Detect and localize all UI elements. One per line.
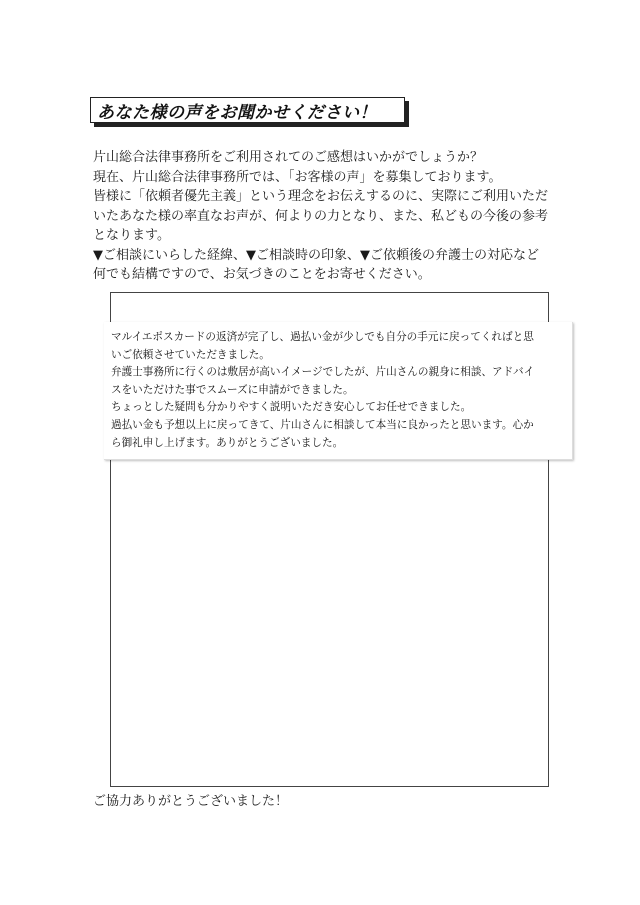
response-line: マルイエポスカードの返済が完了し、過払い金が少しでも自分の手元に戻ってくればと思 — [111, 331, 534, 343]
intro-line: いたあなた様の率直なお声が、何よりの力となり、また、私どもの今後の参考 — [93, 208, 549, 224]
response-line: ちょっとした疑問も分かりやすく説明いただき安心してお任せできました。 — [111, 401, 472, 414]
intro-line: 現在、片山総合法律事務所では、「お客様の声」を募集しております。 — [93, 169, 502, 185]
intro-line: 片山総合法律事務所をご利用されてのご感想はいかがでしょうか？ — [93, 150, 484, 165]
response-line: スをいただけた事でスムーズに申請ができました。 — [111, 383, 354, 396]
title-box — [90, 97, 405, 123]
intro-line: 何でも結構ですので、お気づきのことをお寄せください。 — [93, 267, 431, 282]
response-line: 弁護士事務所に行くのは敷居が高いイメージでしたが、片山さんの親身に相談、アドバイ — [111, 366, 535, 379]
response-line: ら御礼申し上げます。ありがとうございました。 — [111, 436, 344, 449]
response-line: いご依頼させていただきました。 — [111, 348, 270, 361]
intro-line: となります。 — [93, 228, 170, 243]
intro-text — [93, 148, 563, 285]
customer-response — [104, 322, 573, 460]
response-line: 過払い金も予想以上に戻ってきて、片山さんに相談して本当に良かったと思います。心か — [111, 418, 534, 431]
intro-line: 皆様に「依頼者優先主義」という理念をお伝えするのに、実際にご利用いただ — [93, 189, 549, 204]
page-title: あなた様の声をお聞かせください！ — [97, 102, 377, 123]
intro-line: ▼ご相談にいらした経緯、▼ご相談時の印象、▼ご依頼後の弁護士の対応など — [93, 247, 539, 263]
thanks-message: ご協力ありがとうございました！ — [93, 794, 289, 809]
